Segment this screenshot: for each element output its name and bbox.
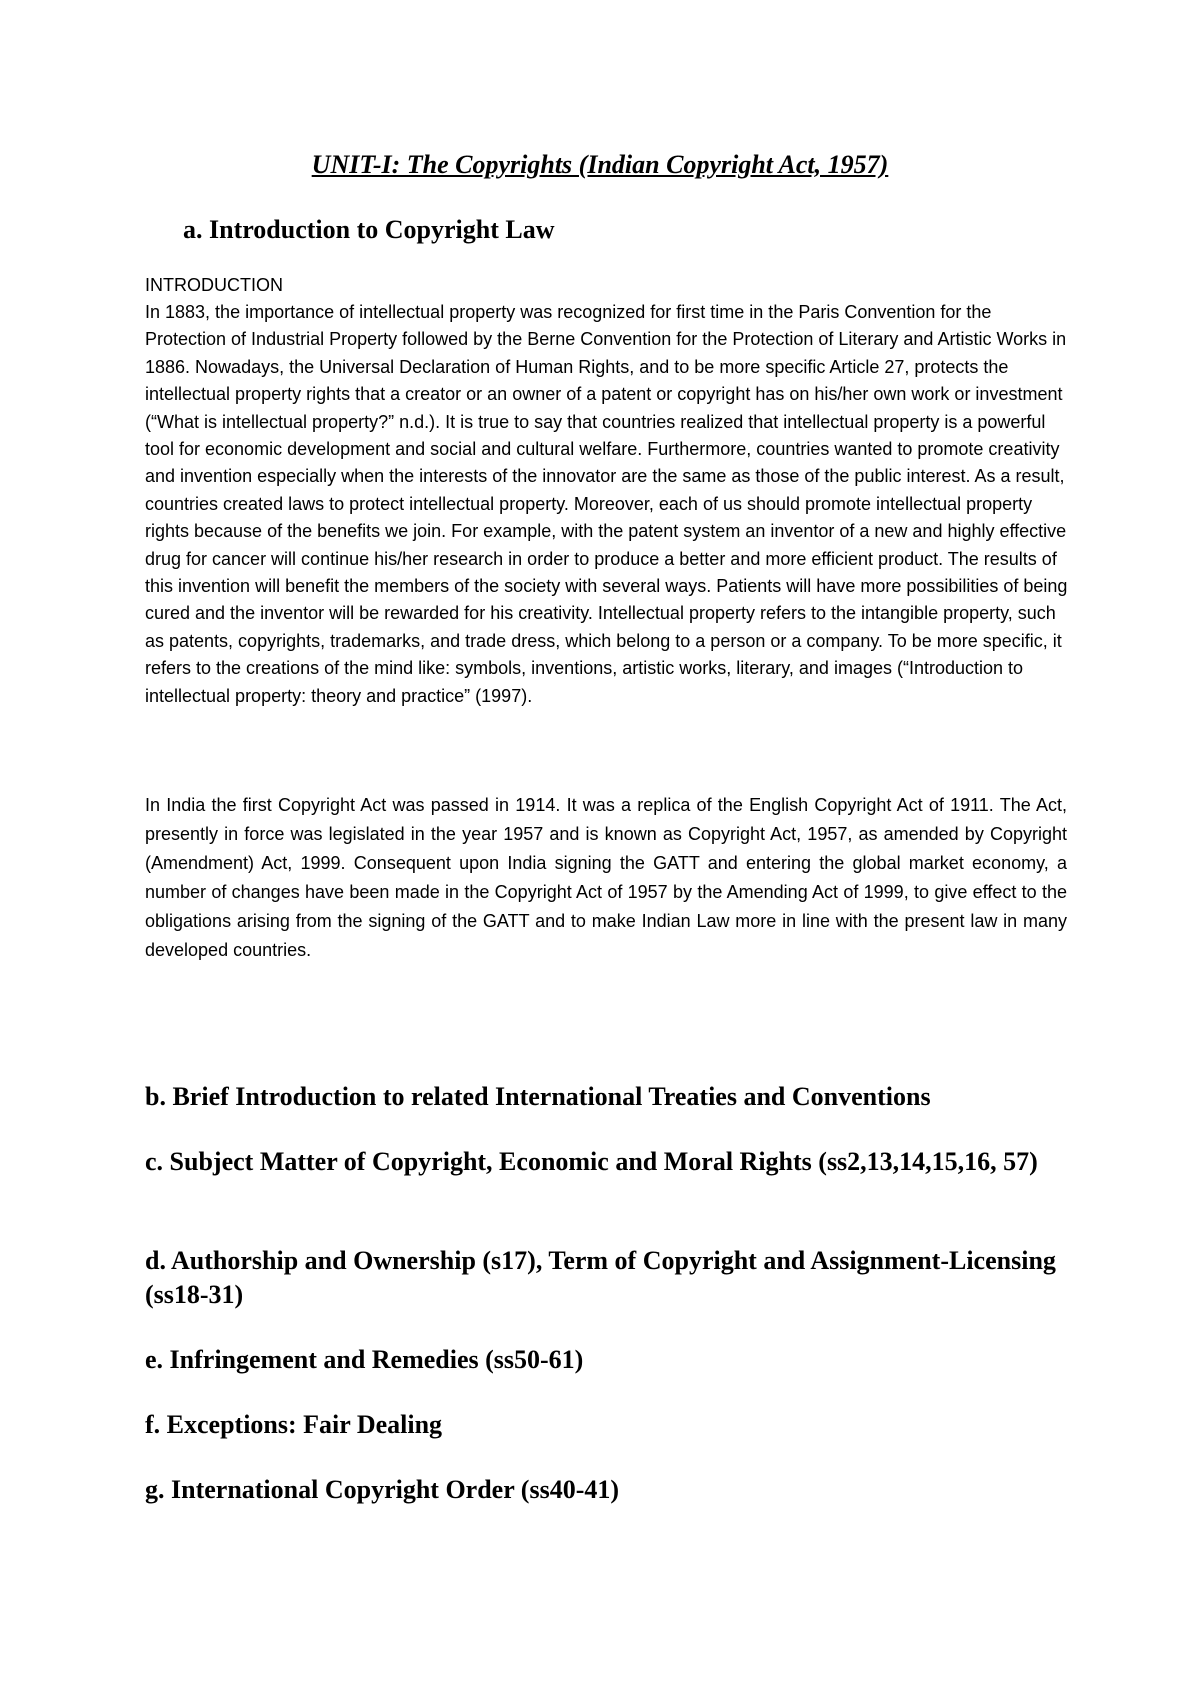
india-copyright-paragraph: In India the first Copyright Act was passed in 1914. It was a replica of the English Copyright Act of 1911. The Act, presently in force was legislated in the year 1957 and is known as Copyright Act, 1957, as amended by Copyright (Amendment) Act, 1999. Consequent upon India signing the GATT and entering the global market economy, a number of changes have been made in the Copyright Act of 1957 by the Amending Act of 1999, to give effect to the obligations arising from the signing of the GATT and to make Indian Law more in line with the present law in many developed countries. (145, 795, 1067, 960)
page-title: UNIT-I: The Copyrights (Indian Copyright Act, 1957) (311, 150, 889, 179)
topic-c-heading: c. Subject Matter of Copyright, Economic and Moral Rights (ss2,13,14,15,16, 57) (145, 1147, 1038, 1176)
section-a-heading: a. Introduction to Copyright Law (183, 215, 555, 244)
topic-e-heading: e. Infringement and Remedies (ss50-61) (145, 1345, 584, 1374)
topic-b-heading: b. Brief Introduction to related International Treaties and Conventions (145, 1082, 931, 1111)
topic-g-heading: g. International Copyright Order (ss40-41) (145, 1475, 620, 1504)
introduction-label: INTRODUCTION (145, 275, 283, 295)
topic-f-heading: f. Exceptions: Fair Dealing (145, 1410, 443, 1439)
topic-d-heading: d. Authorship and Ownership (s17), Term of Copyright and Assignment-Licensing (ss18-31) (145, 1246, 1056, 1309)
introduction-paragraph: In 1883, the importance of intellectual property was recognized for first time in the Paris Convention for the Protection of Industrial Property followed by the Berne Convention for the Protection of Literary and Artistic Works in 1886. Nowadays, the Universal Declaration of Human Rights, and to be more specific Article 27, protects the intellectual property rights that a creator or an owner of a patent or copyright has on his/her own work or investment (“What is intellectual property?” n.d.). It is true to say that countries realized that intellectual property is a powerful tool for economic development and social and cultural welfare. Furthermore, countries wanted to promote creativity and invention especially when the interests of the innovator are the same as those of the public interest. As a result, countries created laws to protect intellectual property. Moreover, each of us should promote intellectual property rights because of the benefits we join. For example, with the patent system an inventor of a new and highly effective drug for cancer will continue his/her research in order to produce a better and more efficient product. The results of this invention will benefit the members of the society with several ways. Patients will have more possibilities of being cured and the inventor will be rewarded for his creativity. Intellectual property refers to the intangible property, such as patents, copyrights, trademarks, and trade dress, which belong to a person or a company. To be more specific, it refers to the creations of the mind like: symbols, inventions, artistic works, literary, and images (“Introduction to intellectual property: theory and practice” (1997). (145, 302, 1068, 706)
